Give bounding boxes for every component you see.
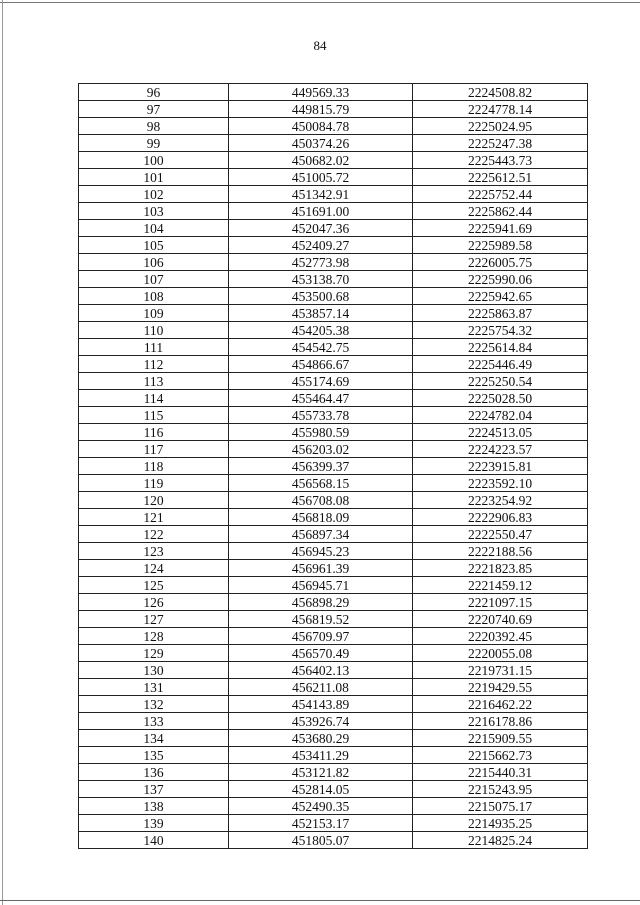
- y-coordinate-cell: 2215662.73: [413, 747, 588, 764]
- table-row: [79, 356, 588, 373]
- table-row: [79, 594, 588, 611]
- point-number-cell: 120: [79, 492, 229, 509]
- point-number-cell: 104: [79, 220, 229, 237]
- table-row: [79, 373, 588, 390]
- y-coordinate-cell: 2215909.55: [413, 730, 588, 747]
- table-row: [79, 492, 588, 509]
- point-number-cell: 121: [79, 509, 229, 526]
- table-row: [79, 203, 588, 220]
- table-row: [79, 509, 588, 526]
- y-coordinate-cell: 2225752.44: [413, 186, 588, 203]
- table-row: [79, 220, 588, 237]
- point-number-cell: 140: [79, 832, 229, 849]
- y-coordinate-cell: 2221097.15: [413, 594, 588, 611]
- y-coordinate-cell: 2225028.50: [413, 390, 588, 407]
- table-row: [79, 305, 588, 322]
- y-coordinate-cell: 2225250.54: [413, 373, 588, 390]
- x-coordinate-cell: 452153.17: [229, 815, 413, 832]
- table-row: [79, 254, 588, 271]
- x-coordinate-cell: 451005.72: [229, 169, 413, 186]
- x-coordinate-cell: 456897.34: [229, 526, 413, 543]
- point-number-cell: 126: [79, 594, 229, 611]
- table-row: [79, 288, 588, 305]
- scan-edge-left: [2, 0, 3, 905]
- x-coordinate-cell: 454205.38: [229, 322, 413, 339]
- x-coordinate-cell: 453926.74: [229, 713, 413, 730]
- x-coordinate-cell: 456898.29: [229, 594, 413, 611]
- y-coordinate-cell: 2222550.47: [413, 526, 588, 543]
- y-coordinate-cell: 2215075.17: [413, 798, 588, 815]
- point-number-cell: 122: [79, 526, 229, 543]
- y-coordinate-cell: 2224782.04: [413, 407, 588, 424]
- x-coordinate-cell: 451342.91: [229, 186, 413, 203]
- y-coordinate-cell: 2220740.69: [413, 611, 588, 628]
- point-number-cell: 117: [79, 441, 229, 458]
- y-coordinate-cell: 2219731.15: [413, 662, 588, 679]
- y-coordinate-cell: 2225941.69: [413, 220, 588, 237]
- y-coordinate-cell: 2224223.57: [413, 441, 588, 458]
- table-row: [79, 186, 588, 203]
- x-coordinate-cell: 456819.52: [229, 611, 413, 628]
- point-number-cell: 138: [79, 798, 229, 815]
- x-coordinate-cell: 453411.29: [229, 747, 413, 764]
- x-coordinate-cell: 451691.00: [229, 203, 413, 220]
- table-row: [79, 611, 588, 628]
- x-coordinate-cell: 449569.33: [229, 84, 413, 101]
- table-row: [79, 118, 588, 135]
- y-coordinate-cell: 2225614.84: [413, 339, 588, 356]
- point-number-cell: 103: [79, 203, 229, 220]
- y-coordinate-cell: 2225612.51: [413, 169, 588, 186]
- table-row: [79, 730, 588, 747]
- y-coordinate-cell: 2225942.65: [413, 288, 588, 305]
- y-coordinate-cell: 2223254.92: [413, 492, 588, 509]
- table-row: [79, 458, 588, 475]
- x-coordinate-cell: 453857.14: [229, 305, 413, 322]
- table-row: [79, 560, 588, 577]
- point-number-cell: 132: [79, 696, 229, 713]
- y-coordinate-cell: 2225862.44: [413, 203, 588, 220]
- x-coordinate-cell: 454143.89: [229, 696, 413, 713]
- x-coordinate-cell: 453138.70: [229, 271, 413, 288]
- table-row: [79, 832, 588, 849]
- x-coordinate-cell: 456211.08: [229, 679, 413, 696]
- x-coordinate-cell: 452814.05: [229, 781, 413, 798]
- table-row: [79, 747, 588, 764]
- y-coordinate-cell: 2219429.55: [413, 679, 588, 696]
- point-number-cell: 111: [79, 339, 229, 356]
- table-row: [79, 424, 588, 441]
- x-coordinate-cell: 453500.68: [229, 288, 413, 305]
- y-coordinate-cell: 2225247.38: [413, 135, 588, 152]
- point-number-cell: 131: [79, 679, 229, 696]
- point-number-cell: 110: [79, 322, 229, 339]
- coordinates-table: [78, 83, 588, 849]
- table-row: [79, 577, 588, 594]
- table-row: [79, 662, 588, 679]
- y-coordinate-cell: 2225989.58: [413, 237, 588, 254]
- x-coordinate-cell: 453680.29: [229, 730, 413, 747]
- x-coordinate-cell: 455464.47: [229, 390, 413, 407]
- x-coordinate-cell: 450374.26: [229, 135, 413, 152]
- y-coordinate-cell: 2225443.73: [413, 152, 588, 169]
- table-row: [79, 152, 588, 169]
- point-number-cell: 98: [79, 118, 229, 135]
- x-coordinate-cell: 456961.39: [229, 560, 413, 577]
- x-coordinate-cell: 454542.75: [229, 339, 413, 356]
- y-coordinate-cell: 2225863.87: [413, 305, 588, 322]
- point-number-cell: 136: [79, 764, 229, 781]
- point-number-cell: 109: [79, 305, 229, 322]
- x-coordinate-cell: 452409.27: [229, 237, 413, 254]
- point-number-cell: 118: [79, 458, 229, 475]
- coordinates-table-body: [79, 84, 588, 849]
- x-coordinate-cell: 455733.78: [229, 407, 413, 424]
- point-number-cell: 105: [79, 237, 229, 254]
- x-coordinate-cell: 450084.78: [229, 118, 413, 135]
- point-number-cell: 108: [79, 288, 229, 305]
- x-coordinate-cell: 456399.37: [229, 458, 413, 475]
- point-number-cell: 128: [79, 628, 229, 645]
- point-number-cell: 115: [79, 407, 229, 424]
- table-row: [79, 645, 588, 662]
- x-coordinate-cell: 456945.71: [229, 577, 413, 594]
- point-number-cell: 124: [79, 560, 229, 577]
- x-coordinate-cell: 451805.07: [229, 832, 413, 849]
- table-row: [79, 543, 588, 560]
- point-number-cell: 119: [79, 475, 229, 492]
- x-coordinate-cell: 452773.98: [229, 254, 413, 271]
- point-number-cell: 116: [79, 424, 229, 441]
- table-row: [79, 798, 588, 815]
- table-row: [79, 135, 588, 152]
- y-coordinate-cell: 2225024.95: [413, 118, 588, 135]
- point-number-cell: 137: [79, 781, 229, 798]
- table-row: [79, 815, 588, 832]
- table-row: [79, 271, 588, 288]
- x-coordinate-cell: 456203.02: [229, 441, 413, 458]
- x-coordinate-cell: 456709.97: [229, 628, 413, 645]
- table-row: [79, 696, 588, 713]
- y-coordinate-cell: 2214935.25: [413, 815, 588, 832]
- table-row: [79, 628, 588, 645]
- y-coordinate-cell: 2221459.12: [413, 577, 588, 594]
- point-number-cell: 125: [79, 577, 229, 594]
- table-row: [79, 169, 588, 186]
- table-row: [79, 237, 588, 254]
- x-coordinate-cell: 455980.59: [229, 424, 413, 441]
- point-number-cell: 107: [79, 271, 229, 288]
- y-coordinate-cell: 2225446.49: [413, 356, 588, 373]
- table-row: [79, 322, 588, 339]
- point-number-cell: 129: [79, 645, 229, 662]
- y-coordinate-cell: 2226005.75: [413, 254, 588, 271]
- x-coordinate-cell: 453121.82: [229, 764, 413, 781]
- y-coordinate-cell: 2224513.05: [413, 424, 588, 441]
- point-number-cell: 133: [79, 713, 229, 730]
- table-row: [79, 475, 588, 492]
- point-number-cell: 112: [79, 356, 229, 373]
- x-coordinate-cell: 456945.23: [229, 543, 413, 560]
- table-row: [79, 679, 588, 696]
- y-coordinate-cell: 2214825.24: [413, 832, 588, 849]
- y-coordinate-cell: 2224508.82: [413, 84, 588, 101]
- y-coordinate-cell: 2220055.08: [413, 645, 588, 662]
- y-coordinate-cell: 2215440.31: [413, 764, 588, 781]
- x-coordinate-cell: 456402.13: [229, 662, 413, 679]
- y-coordinate-cell: 2221823.85: [413, 560, 588, 577]
- point-number-cell: 130: [79, 662, 229, 679]
- y-coordinate-cell: 2222188.56: [413, 543, 588, 560]
- table-row: [79, 764, 588, 781]
- point-number-cell: 102: [79, 186, 229, 203]
- y-coordinate-cell: 2225754.32: [413, 322, 588, 339]
- scan-edge-top: [0, 2, 640, 3]
- x-coordinate-cell: 456570.49: [229, 645, 413, 662]
- y-coordinate-cell: 2216462.22: [413, 696, 588, 713]
- table-row: [79, 526, 588, 543]
- table-row: [79, 441, 588, 458]
- point-number-cell: 123: [79, 543, 229, 560]
- x-coordinate-cell: 452047.36: [229, 220, 413, 237]
- x-coordinate-cell: 456568.15: [229, 475, 413, 492]
- table-row: [79, 101, 588, 118]
- y-coordinate-cell: 2222906.83: [413, 509, 588, 526]
- point-number-cell: 113: [79, 373, 229, 390]
- point-number-cell: 114: [79, 390, 229, 407]
- page-number: 84: [313, 38, 327, 53]
- point-number-cell: 134: [79, 730, 229, 747]
- x-coordinate-cell: 456818.09: [229, 509, 413, 526]
- x-coordinate-cell: 450682.02: [229, 152, 413, 169]
- point-number-cell: 106: [79, 254, 229, 271]
- scan-edge-bottom: [0, 900, 640, 901]
- table-row: [79, 339, 588, 356]
- point-number-cell: 100: [79, 152, 229, 169]
- x-coordinate-cell: 449815.79: [229, 101, 413, 118]
- point-number-cell: 97: [79, 101, 229, 118]
- x-coordinate-cell: 455174.69: [229, 373, 413, 390]
- y-coordinate-cell: 2216178.86: [413, 713, 588, 730]
- point-number-cell: 139: [79, 815, 229, 832]
- point-number-cell: 96: [79, 84, 229, 101]
- point-number-cell: 101: [79, 169, 229, 186]
- y-coordinate-cell: 2224778.14: [413, 101, 588, 118]
- table-row: [79, 781, 588, 798]
- y-coordinate-cell: 2225990.06: [413, 271, 588, 288]
- y-coordinate-cell: 2220392.45: [413, 628, 588, 645]
- table-row: [79, 713, 588, 730]
- table-row: [79, 84, 588, 101]
- table-row: [79, 390, 588, 407]
- x-coordinate-cell: 456708.08: [229, 492, 413, 509]
- x-coordinate-cell: 454866.67: [229, 356, 413, 373]
- y-coordinate-cell: 2223592.10: [413, 475, 588, 492]
- y-coordinate-cell: 2215243.95: [413, 781, 588, 798]
- x-coordinate-cell: 452490.35: [229, 798, 413, 815]
- y-coordinate-cell: 2223915.81: [413, 458, 588, 475]
- point-number-cell: 127: [79, 611, 229, 628]
- point-number-cell: 99: [79, 135, 229, 152]
- point-number-cell: 135: [79, 747, 229, 764]
- table-row: [79, 407, 588, 424]
